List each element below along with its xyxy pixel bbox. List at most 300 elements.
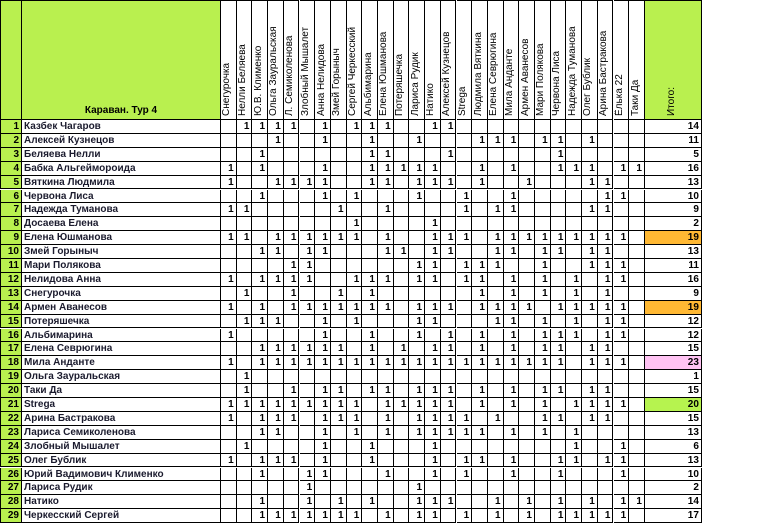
score-cell[interactable]	[347, 468, 363, 482]
score-cell[interactable]: 1	[504, 231, 520, 245]
score-cell[interactable]	[331, 176, 347, 190]
score-cell[interactable]: 1	[409, 162, 425, 176]
score-cell[interactable]	[519, 245, 535, 259]
score-cell[interactable]: 1	[300, 509, 316, 523]
score-cell[interactable]: 1	[582, 509, 598, 523]
score-cell[interactable]	[347, 162, 363, 176]
score-cell[interactable]	[629, 370, 645, 384]
score-cell[interactable]	[535, 440, 551, 454]
score-cell[interactable]: 1	[315, 176, 331, 190]
score-cell[interactable]: 1	[300, 176, 316, 190]
score-cell[interactable]	[347, 134, 363, 148]
score-cell[interactable]	[629, 190, 645, 204]
score-cell[interactable]: 1	[629, 495, 645, 509]
score-cell[interactable]	[629, 245, 645, 259]
score-cell[interactable]	[629, 426, 645, 440]
score-cell[interactable]: 1	[237, 287, 253, 301]
score-cell[interactable]	[394, 329, 410, 343]
total-cell[interactable]: 9	[645, 287, 702, 301]
score-cell[interactable]: 1	[488, 356, 504, 370]
score-cell[interactable]: 1	[347, 426, 363, 440]
score-cell[interactable]: 1	[614, 329, 630, 343]
score-cell[interactable]: 1	[362, 134, 378, 148]
score-cell[interactable]: 1	[221, 203, 237, 217]
total-cell[interactable]: 13	[645, 245, 702, 259]
score-cell[interactable]	[488, 329, 504, 343]
score-cell[interactable]: 1	[504, 287, 520, 301]
score-cell[interactable]	[378, 259, 394, 273]
score-cell[interactable]	[551, 120, 567, 134]
score-cell[interactable]	[629, 440, 645, 454]
score-cell[interactable]: 1	[425, 120, 441, 134]
score-cell[interactable]	[488, 162, 504, 176]
score-cell[interactable]: 1	[362, 287, 378, 301]
score-cell[interactable]	[284, 245, 300, 259]
score-cell[interactable]	[535, 370, 551, 384]
score-cell[interactable]	[614, 384, 630, 398]
score-cell[interactable]	[331, 426, 347, 440]
score-cell[interactable]: 1	[472, 259, 488, 273]
score-cell[interactable]: 1	[551, 301, 567, 315]
score-cell[interactable]	[221, 217, 237, 231]
score-cell[interactable]: 1	[394, 356, 410, 370]
score-cell[interactable]: 1	[409, 398, 425, 412]
score-cell[interactable]: 1	[268, 120, 284, 134]
score-cell[interactable]: 1	[300, 231, 316, 245]
score-cell[interactable]	[519, 481, 535, 495]
score-cell[interactable]: 1	[221, 398, 237, 412]
score-cell[interactable]	[582, 148, 598, 162]
score-cell[interactable]	[629, 509, 645, 523]
score-cell[interactable]: 1	[472, 329, 488, 343]
score-cell[interactable]: 1	[221, 301, 237, 315]
total-cell[interactable]: 23	[645, 356, 702, 370]
score-cell[interactable]	[614, 342, 630, 356]
total-cell[interactable]: 17	[645, 509, 702, 523]
score-cell[interactable]: 1	[252, 468, 268, 482]
score-cell[interactable]	[425, 329, 441, 343]
score-cell[interactable]: 1	[551, 134, 567, 148]
score-cell[interactable]	[598, 426, 614, 440]
score-cell[interactable]	[347, 203, 363, 217]
score-cell[interactable]: 1	[409, 412, 425, 426]
score-cell[interactable]	[237, 509, 253, 523]
score-cell[interactable]	[268, 384, 284, 398]
score-cell[interactable]	[629, 454, 645, 468]
score-cell[interactable]	[551, 398, 567, 412]
score-cell[interactable]	[566, 412, 582, 426]
score-cell[interactable]	[488, 342, 504, 356]
score-cell[interactable]	[315, 495, 331, 509]
score-cell[interactable]: 1	[472, 134, 488, 148]
score-cell[interactable]: 1	[535, 287, 551, 301]
score-cell[interactable]: 1	[566, 273, 582, 287]
score-cell[interactable]: 1	[425, 509, 441, 523]
score-cell[interactable]	[331, 120, 347, 134]
score-cell[interactable]	[315, 287, 331, 301]
score-cell[interactable]	[347, 259, 363, 273]
score-cell[interactable]	[566, 384, 582, 398]
score-cell[interactable]	[268, 190, 284, 204]
score-cell[interactable]: 1	[566, 231, 582, 245]
score-cell[interactable]	[331, 190, 347, 204]
score-cell[interactable]: 1	[425, 273, 441, 287]
score-cell[interactable]	[362, 217, 378, 231]
score-cell[interactable]	[504, 440, 520, 454]
score-cell[interactable]	[252, 231, 268, 245]
score-cell[interactable]	[315, 203, 331, 217]
score-cell[interactable]	[221, 190, 237, 204]
score-cell[interactable]: 1	[331, 398, 347, 412]
score-cell[interactable]	[519, 203, 535, 217]
score-cell[interactable]	[582, 426, 598, 440]
score-cell[interactable]	[237, 148, 253, 162]
score-cell[interactable]	[566, 481, 582, 495]
score-cell[interactable]	[519, 342, 535, 356]
score-cell[interactable]	[457, 217, 473, 231]
total-cell[interactable]: 13	[645, 426, 702, 440]
score-cell[interactable]	[551, 190, 567, 204]
score-cell[interactable]	[331, 329, 347, 343]
score-cell[interactable]	[362, 190, 378, 204]
score-cell[interactable]	[457, 342, 473, 356]
score-cell[interactable]: 1	[300, 398, 316, 412]
score-cell[interactable]	[566, 203, 582, 217]
score-cell[interactable]: 1	[378, 120, 394, 134]
score-cell[interactable]: 1	[252, 495, 268, 509]
score-cell[interactable]: 1	[268, 231, 284, 245]
score-cell[interactable]	[629, 468, 645, 482]
score-cell[interactable]: 1	[362, 301, 378, 315]
score-cell[interactable]: 1	[566, 398, 582, 412]
score-cell[interactable]: 1	[331, 301, 347, 315]
score-cell[interactable]	[598, 120, 614, 134]
score-cell[interactable]	[457, 315, 473, 329]
score-cell[interactable]	[378, 481, 394, 495]
score-cell[interactable]: 1	[535, 412, 551, 426]
score-cell[interactable]: 1	[472, 273, 488, 287]
total-cell[interactable]: 16	[645, 162, 702, 176]
score-cell[interactable]: 1	[535, 329, 551, 343]
score-cell[interactable]	[347, 384, 363, 398]
score-cell[interactable]: 1	[535, 273, 551, 287]
score-cell[interactable]	[331, 468, 347, 482]
score-cell[interactable]	[300, 287, 316, 301]
score-cell[interactable]	[582, 440, 598, 454]
score-cell[interactable]	[472, 148, 488, 162]
total-cell[interactable]: 13	[645, 176, 702, 190]
score-cell[interactable]	[472, 231, 488, 245]
score-cell[interactable]: 1	[347, 273, 363, 287]
score-cell[interactable]: 1	[409, 509, 425, 523]
score-cell[interactable]	[425, 481, 441, 495]
score-cell[interactable]	[252, 203, 268, 217]
score-cell[interactable]: 1	[488, 495, 504, 509]
score-cell[interactable]	[362, 245, 378, 259]
score-cell[interactable]	[252, 259, 268, 273]
score-cell[interactable]	[268, 301, 284, 315]
score-cell[interactable]: 1	[598, 231, 614, 245]
score-cell[interactable]: 1	[394, 162, 410, 176]
score-cell[interactable]	[535, 454, 551, 468]
score-cell[interactable]: 1	[284, 273, 300, 287]
score-cell[interactable]	[488, 176, 504, 190]
score-cell[interactable]: 1	[488, 315, 504, 329]
score-cell[interactable]: 1	[331, 287, 347, 301]
score-cell[interactable]: 1	[268, 426, 284, 440]
score-cell[interactable]: 1	[551, 384, 567, 398]
score-cell[interactable]: 1	[598, 356, 614, 370]
score-cell[interactable]: 1	[237, 315, 253, 329]
score-cell[interactable]: 1	[519, 509, 535, 523]
score-cell[interactable]: 1	[347, 231, 363, 245]
score-cell[interactable]: 1	[472, 454, 488, 468]
total-cell[interactable]: 10	[645, 190, 702, 204]
score-cell[interactable]: 1	[488, 245, 504, 259]
score-cell[interactable]: 1	[268, 245, 284, 259]
score-cell[interactable]: 1	[378, 273, 394, 287]
score-cell[interactable]: 1	[252, 245, 268, 259]
score-cell[interactable]: 1	[300, 495, 316, 509]
score-cell[interactable]: 1	[394, 245, 410, 259]
score-cell[interactable]	[315, 481, 331, 495]
score-cell[interactable]: 1	[551, 412, 567, 426]
score-cell[interactable]	[284, 370, 300, 384]
score-cell[interactable]	[472, 370, 488, 384]
score-cell[interactable]: 1	[566, 315, 582, 329]
score-cell[interactable]	[566, 245, 582, 259]
score-cell[interactable]	[409, 231, 425, 245]
score-cell[interactable]: 1	[441, 384, 457, 398]
score-cell[interactable]	[614, 245, 630, 259]
score-cell[interactable]	[300, 329, 316, 343]
score-cell[interactable]	[457, 398, 473, 412]
score-cell[interactable]: 1	[425, 315, 441, 329]
score-cell[interactable]: 1	[582, 231, 598, 245]
score-cell[interactable]	[582, 217, 598, 231]
score-cell[interactable]	[315, 148, 331, 162]
score-cell[interactable]	[629, 148, 645, 162]
score-cell[interactable]: 1	[519, 301, 535, 315]
score-cell[interactable]: 1	[252, 356, 268, 370]
score-cell[interactable]: 1	[457, 454, 473, 468]
score-cell[interactable]: 1	[378, 384, 394, 398]
score-cell[interactable]	[221, 509, 237, 523]
score-cell[interactable]: 1	[221, 412, 237, 426]
total-cell[interactable]: 13	[645, 454, 702, 468]
score-cell[interactable]	[551, 370, 567, 384]
score-cell[interactable]	[300, 162, 316, 176]
score-cell[interactable]	[378, 342, 394, 356]
score-cell[interactable]: 1	[425, 176, 441, 190]
score-cell[interactable]	[488, 148, 504, 162]
score-cell[interactable]: 1	[488, 509, 504, 523]
score-cell[interactable]	[394, 301, 410, 315]
score-cell[interactable]: 1	[614, 356, 630, 370]
score-cell[interactable]: 1	[268, 134, 284, 148]
score-cell[interactable]	[551, 287, 567, 301]
score-cell[interactable]	[472, 481, 488, 495]
score-cell[interactable]	[504, 176, 520, 190]
score-cell[interactable]: 1	[566, 301, 582, 315]
score-cell[interactable]	[347, 495, 363, 509]
score-cell[interactable]	[394, 287, 410, 301]
score-cell[interactable]	[252, 217, 268, 231]
score-cell[interactable]	[472, 217, 488, 231]
score-cell[interactable]: 1	[425, 454, 441, 468]
score-cell[interactable]: 1	[362, 273, 378, 287]
score-cell[interactable]: 1	[362, 440, 378, 454]
score-cell[interactable]	[629, 259, 645, 273]
score-cell[interactable]: 1	[347, 398, 363, 412]
total-cell[interactable]: 15	[645, 342, 702, 356]
score-cell[interactable]	[551, 203, 567, 217]
score-cell[interactable]	[441, 203, 457, 217]
score-cell[interactable]	[315, 273, 331, 287]
score-cell[interactable]: 1	[331, 231, 347, 245]
score-cell[interactable]: 1	[268, 398, 284, 412]
score-cell[interactable]: 1	[378, 356, 394, 370]
score-cell[interactable]: 1	[551, 454, 567, 468]
score-cell[interactable]	[457, 301, 473, 315]
score-cell[interactable]	[441, 162, 457, 176]
total-cell[interactable]: 19	[645, 301, 702, 315]
score-cell[interactable]	[252, 176, 268, 190]
score-cell[interactable]: 1	[362, 384, 378, 398]
score-cell[interactable]: 1	[566, 426, 582, 440]
score-cell[interactable]	[378, 370, 394, 384]
score-cell[interactable]: 1	[598, 412, 614, 426]
score-cell[interactable]	[284, 203, 300, 217]
score-cell[interactable]: 1	[331, 356, 347, 370]
score-cell[interactable]	[394, 454, 410, 468]
score-cell[interactable]	[331, 481, 347, 495]
score-cell[interactable]: 1	[425, 398, 441, 412]
score-cell[interactable]: 1	[582, 412, 598, 426]
score-cell[interactable]: 1	[441, 176, 457, 190]
score-cell[interactable]: 1	[284, 120, 300, 134]
score-cell[interactable]: 1	[425, 384, 441, 398]
score-cell[interactable]	[535, 217, 551, 231]
score-cell[interactable]	[221, 259, 237, 273]
score-cell[interactable]: 1	[300, 273, 316, 287]
score-cell[interactable]: 1	[457, 231, 473, 245]
score-cell[interactable]	[237, 259, 253, 273]
score-cell[interactable]	[378, 454, 394, 468]
score-cell[interactable]: 1	[614, 259, 630, 273]
score-cell[interactable]	[566, 342, 582, 356]
score-cell[interactable]: 1	[504, 273, 520, 287]
score-cell[interactable]: 1	[315, 412, 331, 426]
score-cell[interactable]: 1	[488, 259, 504, 273]
score-cell[interactable]: 1	[409, 315, 425, 329]
score-cell[interactable]	[221, 426, 237, 440]
score-cell[interactable]	[300, 120, 316, 134]
score-cell[interactable]: 1	[614, 495, 630, 509]
score-cell[interactable]: 1	[566, 509, 582, 523]
score-cell[interactable]	[535, 509, 551, 523]
score-cell[interactable]: 1	[315, 398, 331, 412]
score-cell[interactable]	[614, 287, 630, 301]
score-cell[interactable]	[551, 259, 567, 273]
score-cell[interactable]: 1	[409, 134, 425, 148]
score-cell[interactable]	[519, 384, 535, 398]
score-cell[interactable]	[331, 134, 347, 148]
score-cell[interactable]	[315, 217, 331, 231]
score-cell[interactable]	[519, 259, 535, 273]
score-cell[interactable]	[268, 329, 284, 343]
score-cell[interactable]	[221, 287, 237, 301]
score-cell[interactable]	[519, 440, 535, 454]
score-cell[interactable]	[472, 440, 488, 454]
score-cell[interactable]: 1	[425, 231, 441, 245]
score-cell[interactable]	[237, 245, 253, 259]
score-cell[interactable]	[409, 148, 425, 162]
score-cell[interactable]	[237, 342, 253, 356]
score-cell[interactable]	[378, 329, 394, 343]
score-cell[interactable]	[535, 481, 551, 495]
score-cell[interactable]: 1	[347, 412, 363, 426]
score-cell[interactable]: 1	[409, 329, 425, 343]
score-cell[interactable]	[566, 190, 582, 204]
score-cell[interactable]	[472, 120, 488, 134]
score-cell[interactable]	[284, 134, 300, 148]
score-cell[interactable]	[629, 231, 645, 245]
score-cell[interactable]	[237, 301, 253, 315]
score-cell[interactable]: 1	[457, 190, 473, 204]
score-cell[interactable]	[409, 468, 425, 482]
score-cell[interactable]	[347, 287, 363, 301]
score-cell[interactable]	[441, 468, 457, 482]
score-cell[interactable]: 1	[409, 481, 425, 495]
score-cell[interactable]	[629, 329, 645, 343]
score-cell[interactable]	[519, 287, 535, 301]
score-cell[interactable]	[504, 412, 520, 426]
score-cell[interactable]	[394, 259, 410, 273]
score-cell[interactable]: 1	[315, 301, 331, 315]
score-cell[interactable]: 1	[614, 231, 630, 245]
score-cell[interactable]	[221, 440, 237, 454]
score-cell[interactable]	[582, 287, 598, 301]
score-cell[interactable]: 1	[457, 273, 473, 287]
score-cell[interactable]: 1	[551, 245, 567, 259]
score-cell[interactable]	[237, 190, 253, 204]
score-cell[interactable]	[347, 176, 363, 190]
score-cell[interactable]: 1	[504, 426, 520, 440]
score-cell[interactable]: 1	[582, 398, 598, 412]
score-cell[interactable]	[268, 162, 284, 176]
score-cell[interactable]	[519, 315, 535, 329]
score-cell[interactable]: 1	[598, 315, 614, 329]
score-cell[interactable]: 1	[598, 301, 614, 315]
score-cell[interactable]	[441, 134, 457, 148]
score-cell[interactable]: 1	[441, 231, 457, 245]
score-cell[interactable]	[488, 217, 504, 231]
score-cell[interactable]: 1	[582, 176, 598, 190]
total-cell[interactable]: 20	[645, 398, 702, 412]
score-cell[interactable]	[629, 398, 645, 412]
score-cell[interactable]: 1	[457, 259, 473, 273]
score-cell[interactable]: 1	[425, 342, 441, 356]
score-cell[interactable]	[425, 370, 441, 384]
score-cell[interactable]	[237, 481, 253, 495]
score-cell[interactable]	[519, 120, 535, 134]
score-cell[interactable]	[394, 190, 410, 204]
score-cell[interactable]: 1	[378, 412, 394, 426]
score-cell[interactable]: 1	[221, 231, 237, 245]
score-cell[interactable]: 1	[598, 398, 614, 412]
score-cell[interactable]	[331, 440, 347, 454]
